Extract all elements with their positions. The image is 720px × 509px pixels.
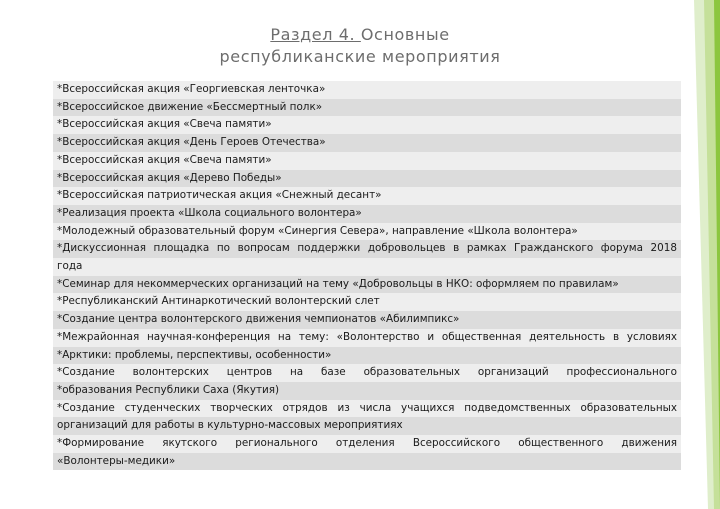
list-item: *Создание волонтерских центров на базе образовательных организаций профессионального	[53, 364, 681, 382]
list-item: *Создание студенческих творческих отрядов из числа учащихся подведомственных образовательных	[53, 400, 681, 418]
list-item: *Всероссийская акция «Свеча памяти»	[53, 152, 681, 170]
list-item: *Семинар для некоммерческих организаций на тему «Добровольцы в НКО: оформляем по правилам»	[53, 276, 681, 294]
list-item: *Межрайонная научная-конференция на тему: «Волонтерство и общественная деятельность в условиях	[53, 329, 681, 347]
list-item: *Всероссийская акция «Георгиевская ленточка»	[53, 81, 681, 99]
title-line2: республиканские мероприятия	[219, 47, 501, 66]
list-item: *Формирование якутского регионального отделения Всероссийского общественного движения	[53, 435, 681, 453]
list-item: *Реализация проекта «Школа социального волонтера»	[53, 205, 681, 223]
list-item: *Всероссийская акция «День Героев Отечества»	[53, 134, 681, 152]
page-title	[140, 24, 580, 68]
list-item: года	[53, 258, 681, 276]
list-item: *образования Республики Саха (Якутия)	[53, 382, 681, 400]
list-item: *Республиканский Антинаркотический волонтерский слет	[53, 293, 681, 311]
list-item: *Дискуссионная площадка по вопросам поддержки добровольцев в рамках Гражданского форума 2018	[53, 240, 681, 258]
list-item: *Арктики: проблемы, перспективы, особенности»	[53, 347, 681, 365]
list-item: *Создание центра волонтерского движения чемпионатов «Абилимпикс»	[53, 311, 681, 329]
list-item: *Молодежный образовательный форум «Синергия Севера», направление «Школа волонтера»	[53, 223, 681, 241]
list-item: *Всероссийское движение «Бессмертный полк»	[53, 99, 681, 117]
list-item: организаций для работы в культурно-массовых мероприятиях	[53, 417, 681, 435]
list-item: *Всероссийская патриотическая акция «Снежный десант»	[53, 187, 681, 205]
list-item: *Всероссийская акция «Свеча памяти»	[53, 116, 681, 134]
events-list	[53, 81, 681, 470]
title-section-number: Раздел 4.	[270, 25, 361, 44]
title-word: Основные	[360, 25, 450, 44]
list-item: *Всероссийская акция «Дерево Победы»	[53, 170, 681, 188]
list-item: «Волонтеры-медики»	[53, 453, 681, 471]
